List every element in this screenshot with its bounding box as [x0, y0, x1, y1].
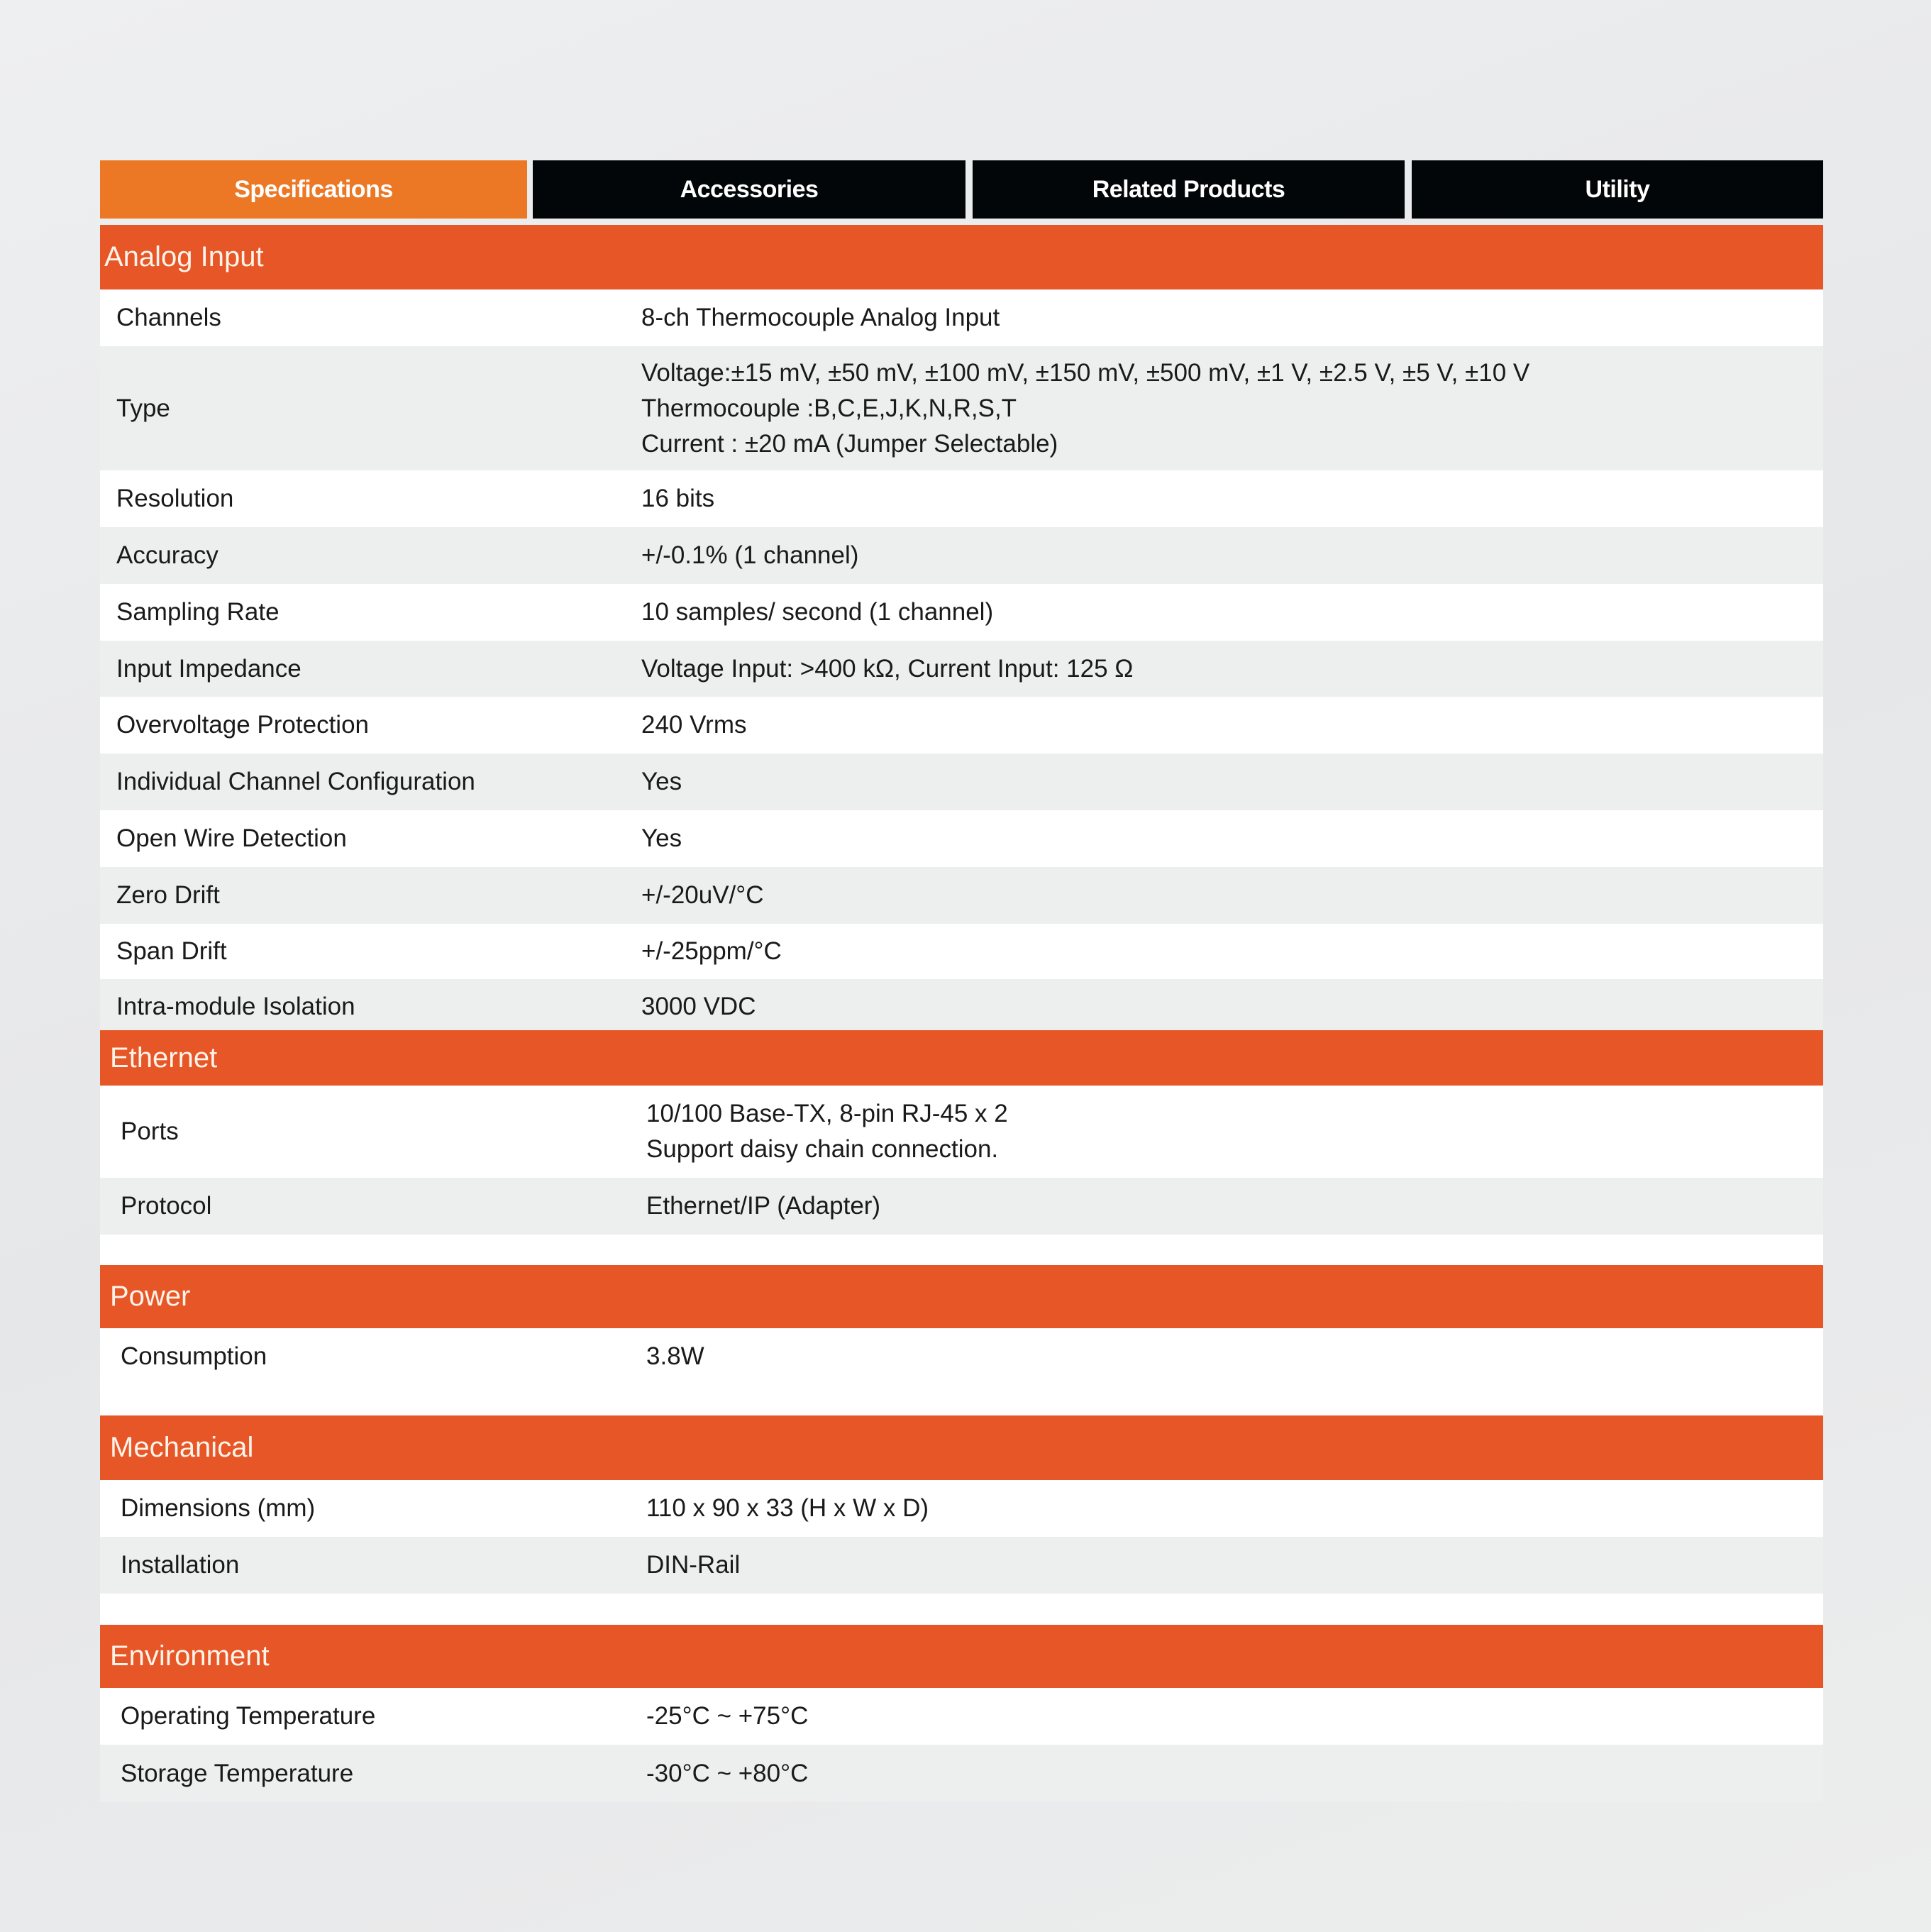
table-row: [100, 1745, 1823, 1802]
spec-value: Voltage:±15 mV, ±50 mV, ±100 mV, ±150 mV, ±500 mV, ±1 V, ±2.5 V, ±5 V, ±10 V Thermocouple :B,C,E,J,K,N,R,S,T Current : ±20 mA (Jumper Selectable): [641, 358, 1530, 458]
spec-value: 10/100 Base-TX, 8-pin RJ-45 x 2 Support daisy chain connection.: [646, 1100, 1008, 1163]
spec-label: Span Drift: [116, 937, 227, 965]
spec-value: 3.8W: [646, 1342, 704, 1370]
tab-label: Related Products: [1092, 175, 1285, 203]
table-row: [100, 1086, 1823, 1178]
table-row: [100, 754, 1823, 810]
spec-label: Sampling Rate: [116, 598, 280, 626]
spec-value: 8-ch Thermocouple Analog Input: [641, 304, 1000, 331]
spec-value: +/-20uV/°C: [641, 881, 764, 909]
spec-value: +/-0.1% (1 channel): [641, 541, 859, 569]
table-row: [100, 584, 1823, 641]
spec-value: DIN-Rail: [646, 1551, 741, 1579]
spec-label: Intra-module Isolation: [116, 993, 355, 1020]
section-title: Analog Input: [104, 241, 264, 272]
spec-label: Zero Drift: [116, 881, 220, 909]
spec-label: Overvoltage Protection: [116, 711, 370, 739]
tab-specifications[interactable]: [100, 160, 527, 219]
spec-value: Yes: [641, 768, 682, 795]
spec-label: Installation: [121, 1551, 240, 1579]
spec-label: Type: [116, 394, 170, 422]
spec-value: 240 Vrms: [641, 711, 747, 739]
spec-label: Individual Channel Configuration: [116, 768, 475, 795]
spec-label: Accuracy: [116, 541, 218, 569]
section-title: Environment: [110, 1640, 270, 1672]
spec-value: 10 samples/ second (1 channel): [641, 598, 994, 626]
spec-label: Storage Temperature: [121, 1759, 354, 1787]
spec-value: Voltage Input: >400 kΩ, Current Input: 125 Ω: [641, 654, 1134, 683]
spec-value: Ethernet/IP (Adapter): [646, 1192, 881, 1220]
table-row: [100, 289, 1823, 346]
spec-label: Resolution: [116, 485, 234, 512]
spec-label: Channels: [116, 304, 221, 331]
tab-related-products[interactable]: [973, 160, 1405, 219]
table-row: [100, 346, 1823, 470]
table-row: [100, 924, 1823, 979]
spec-label: Protocol: [121, 1192, 212, 1220]
spec-value: -30°C ~ +80°C: [646, 1759, 809, 1787]
spec-value: +/-25ppm/°C: [641, 937, 782, 965]
tab-label: Accessories: [680, 175, 819, 203]
section-header-power: [100, 1265, 1823, 1328]
tab-label: Utility: [1585, 175, 1650, 203]
tab-label: Specifications: [234, 175, 393, 203]
section-title: Mechanical: [110, 1432, 254, 1463]
spec-label: Consumption: [121, 1342, 267, 1370]
table-row: [100, 641, 1823, 697]
spec-label: Input Impedance: [116, 654, 301, 683]
table-row: [100, 697, 1823, 754]
section-header-analog-input: [100, 225, 1823, 289]
section-header-mechanical: [100, 1415, 1823, 1480]
section-title: Ethernet: [110, 1042, 218, 1073]
table-row: [100, 470, 1823, 527]
spec-value: Yes: [641, 824, 682, 852]
spec-label: Open Wire Detection: [116, 824, 347, 852]
spec-value: 16 bits: [641, 485, 715, 512]
table-row: [100, 1688, 1823, 1745]
tab-bar: [100, 160, 1823, 219]
table-row: [100, 810, 1823, 867]
table-row: [100, 867, 1823, 924]
section-header-ethernet: [100, 1030, 1823, 1086]
spec-label: Dimensions (mm): [121, 1494, 316, 1522]
section-header-environment: [100, 1625, 1823, 1688]
table-row: [100, 1328, 1823, 1415]
spec-label: Ports: [121, 1117, 179, 1145]
spec-label: Operating Temperature: [121, 1702, 376, 1730]
table-row: [100, 1480, 1823, 1537]
table-row: [100, 1537, 1823, 1594]
table-row: [100, 1178, 1823, 1235]
tab-accessories[interactable]: [533, 160, 966, 219]
table-row: [100, 527, 1823, 584]
section-spacer: [100, 1235, 1823, 1265]
tab-utility[interactable]: [1412, 160, 1823, 219]
spec-value: 110 x 90 x 33 (H x W x D): [646, 1494, 929, 1522]
spec-value: -25°C ~ +75°C: [646, 1702, 809, 1730]
section-spacer: [100, 1594, 1823, 1625]
spec-value: 3000 VDC: [641, 993, 756, 1020]
section-title: Power: [110, 1281, 191, 1312]
table-row: [100, 979, 1823, 1030]
